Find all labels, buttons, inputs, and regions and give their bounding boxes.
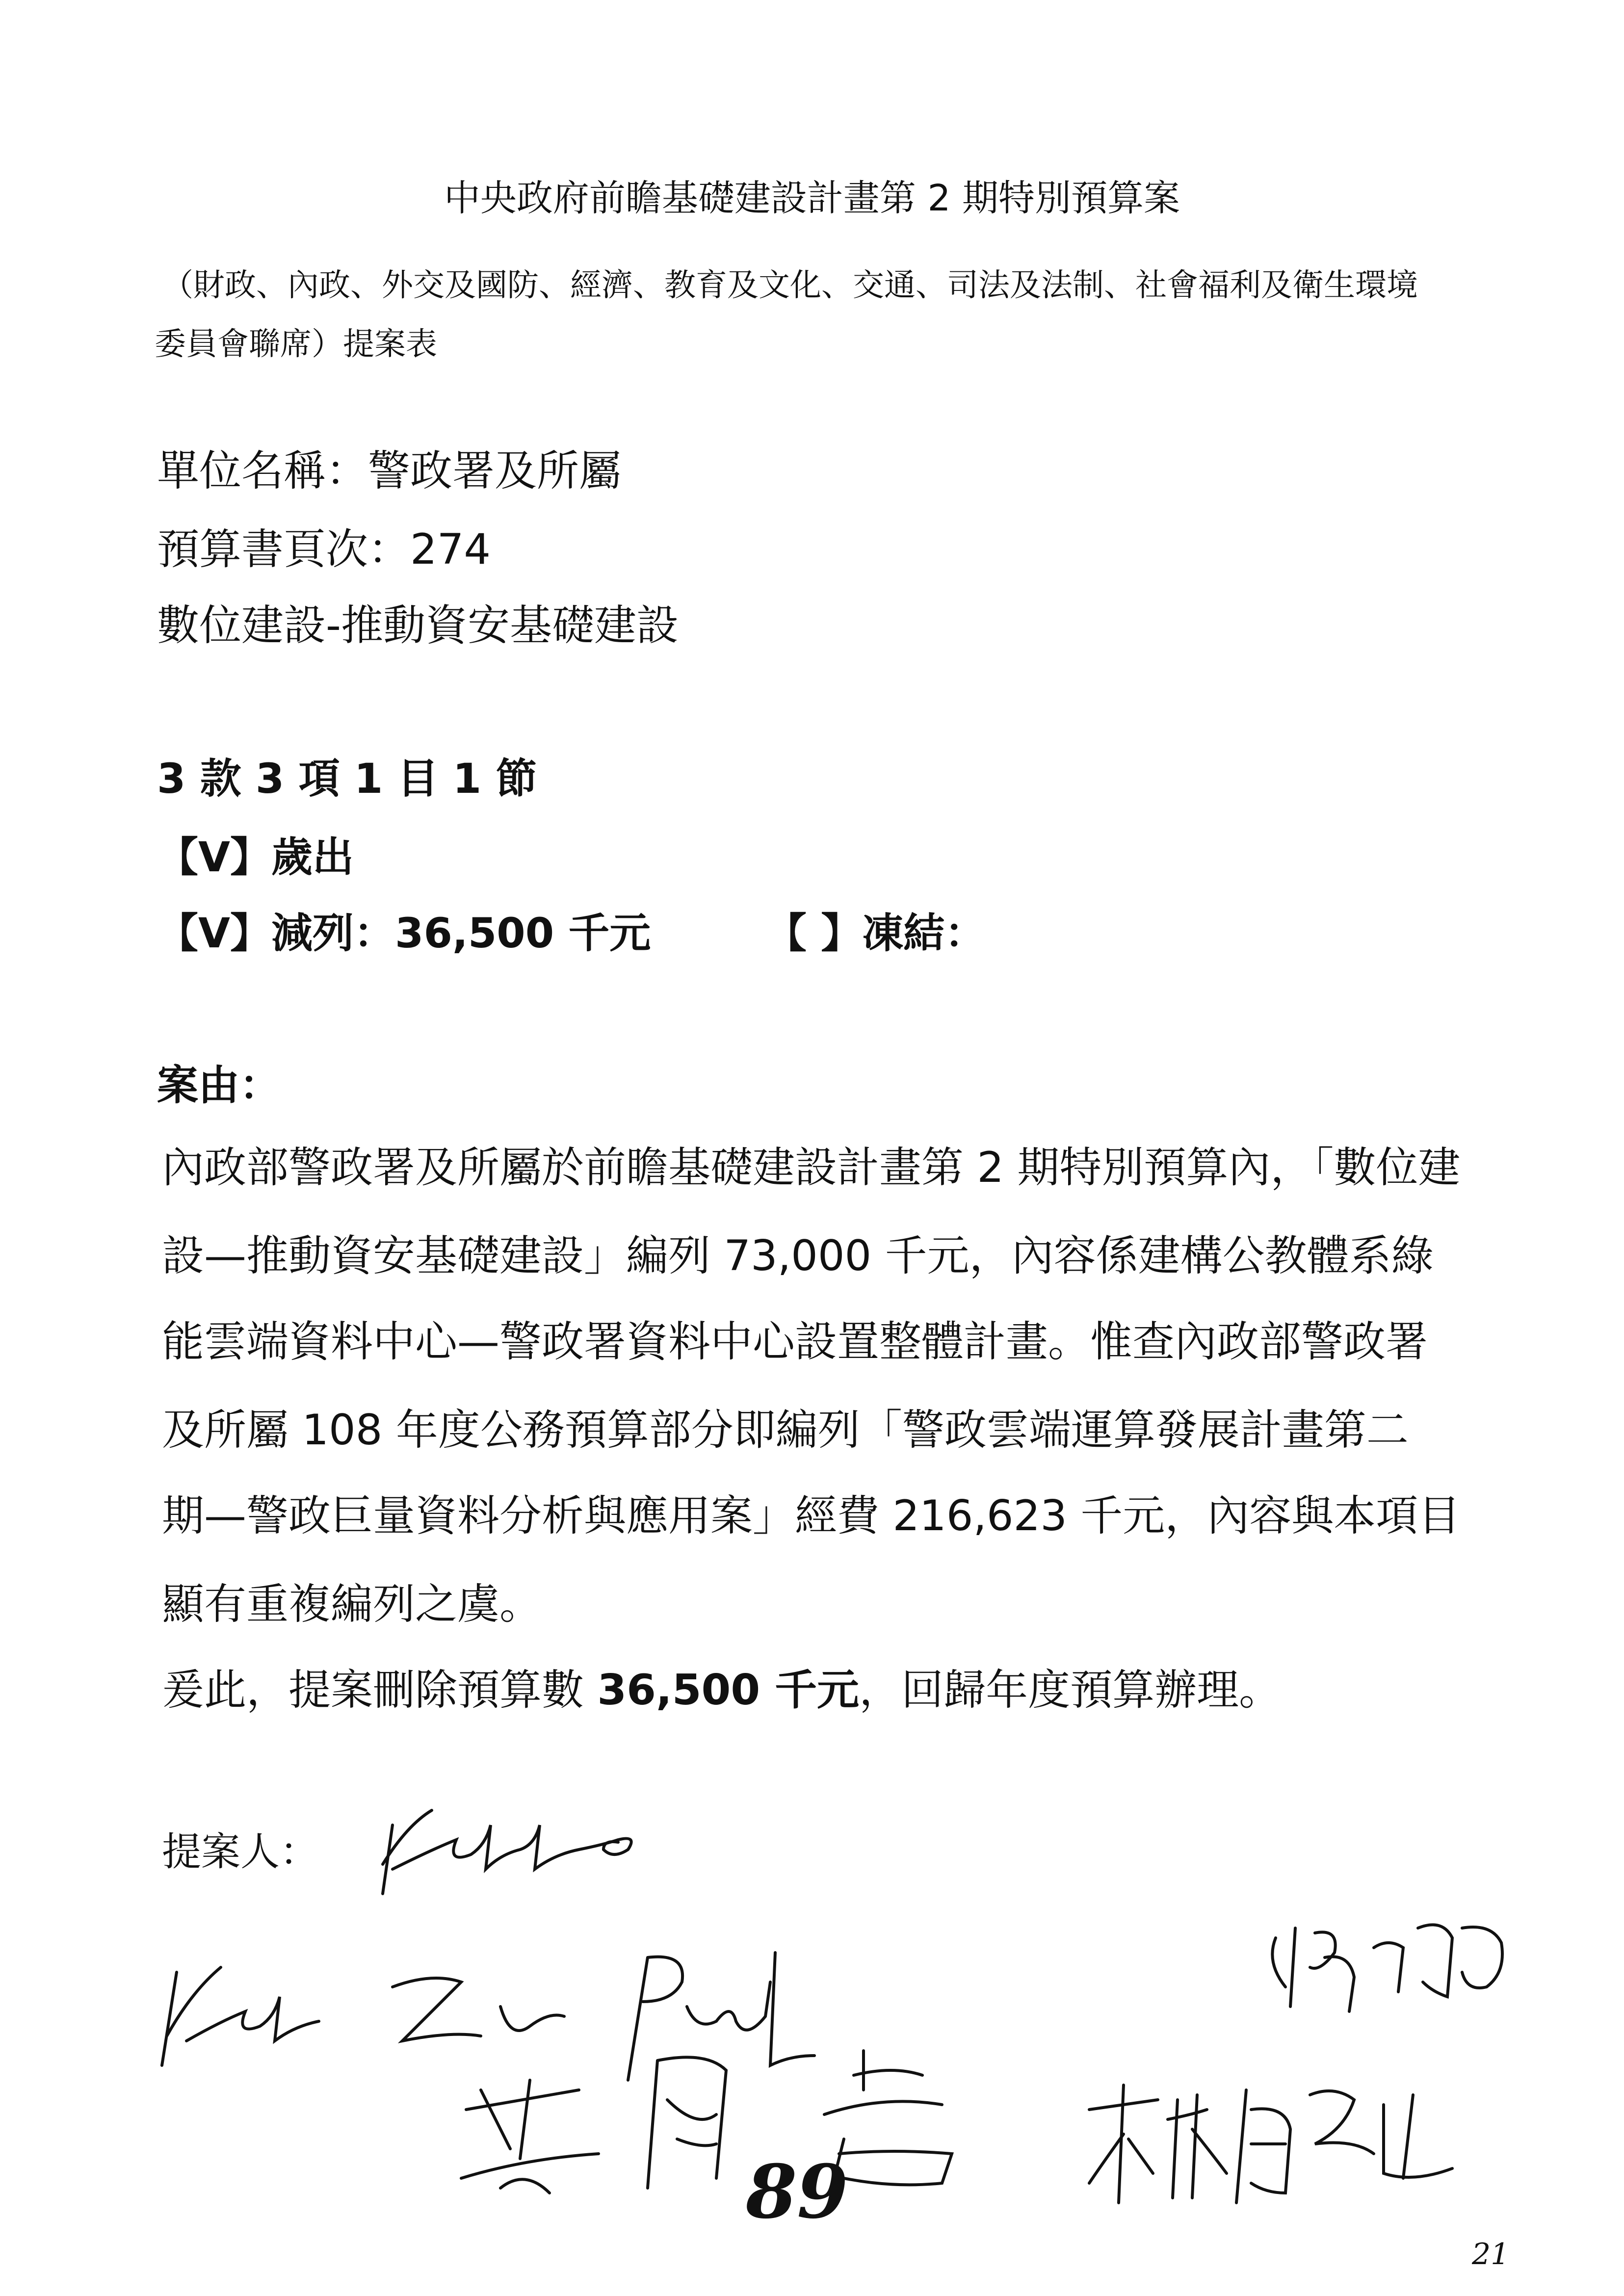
document-title: 中央政府前瞻基礎建設計畫第 2 期特別預算案 <box>444 177 1180 219</box>
budget-section: 3 款 3 項 1 目 1 節 <box>157 755 537 803</box>
signature-row-1-right <box>1256 1908 1531 2026</box>
conclusion-amount: 36,500 千元 <box>597 1666 860 1715</box>
signature-proposer <box>373 1796 648 1899</box>
corner-mark: 21 <box>1472 2237 1510 2271</box>
reason-line-3: 能雲端資料中心—警政署資料中心設置整體計畫。惟查內政部警政署 <box>162 1317 1428 1366</box>
reason-line-5: 期—警政巨量資料分析與應用案」經費 216,623 千元，內容與本項目 <box>162 1491 1461 1540</box>
signature-row-2-right <box>1079 2056 1511 2218</box>
unit-name: 單位名稱：警政署及所屬 <box>157 446 621 496</box>
expenditure-checkbox: 【V】歲出 <box>157 833 354 881</box>
signature-row-2 <box>451 2031 1030 2208</box>
committee-line-2: 委員會聯席）提案表 <box>155 326 437 363</box>
proposer-label: 提案人： <box>162 1829 319 1875</box>
program-name: 數位建設-推動資安基礎建設 <box>157 601 679 650</box>
reason-line-4: 及所屬 108 年度公務預算部分即編列「警政雲端運算發展計畫第二 <box>162 1406 1409 1455</box>
cut-amount: 【V】減列：36,500 千元 <box>157 909 651 957</box>
conclusion-suffix: ，回歸年度預算辦理。 <box>859 1666 1282 1715</box>
conclusion <box>162 1656 1487 1717</box>
reason-line-2: 設—推動資安基礎建設」編列 73,000 千元，內容係建構公教體系綠 <box>162 1231 1434 1280</box>
conclusion-prefix: 爰此，提案刪除預算數 <box>162 1666 598 1715</box>
handwritten-page-number: 89 <box>746 2149 848 2235</box>
budget-page: 預算書頁次：274 <box>157 525 491 574</box>
reason-line-6: 顯有重複編列之虞。 <box>162 1580 542 1629</box>
committee-line-1: （財政、內政、外交及國防、經濟、教育及文化、交通、司法及法制、社會福利及衛生環境 <box>162 267 1418 304</box>
freeze-checkbox: 【 】凍結： <box>765 909 986 957</box>
reason-heading: 案由： <box>157 1061 281 1109</box>
reason-line-1: 內政部警政署及所屬於前瞻基礎建設計畫第 2 期特別預算內，「數位建 <box>162 1143 1461 1192</box>
